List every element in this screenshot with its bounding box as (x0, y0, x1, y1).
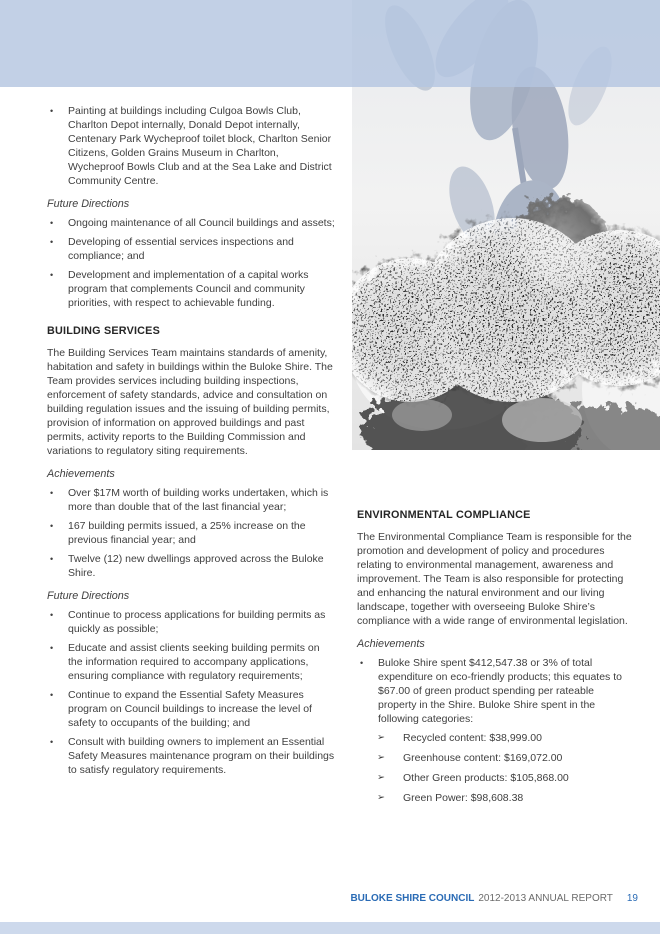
bullet-text: Twelve (12) new dwellings approved across the Buloke Shire. (68, 553, 324, 579)
list-item (47, 519, 335, 547)
list-item (47, 216, 335, 230)
category-text: Greenhouse content: $169,072.00 (403, 752, 563, 764)
header-band (0, 0, 660, 87)
arrow-bullet-marker: ➢ (377, 732, 385, 743)
bullet-marker: • (360, 658, 364, 668)
arrow-bullet-marker: ➢ (377, 772, 385, 783)
environmental-compliance-paragraph: The Environmental Compliance Team is responsible for the promotion and development of policy and procedures relating to environmental management, awareness and improvement. The Team is also responsible for protecting and enhancing the natural environment and our living landscape, together with overseeing Buloke Shire’s compliance with a wide range of environmental legislation. (357, 531, 632, 627)
bullet-text: 167 building permits issued, a 25% increase on the previous financial year; and (68, 520, 306, 546)
page-footer (350, 893, 638, 905)
category-text: Recycled content: $38,999.00 (403, 732, 542, 744)
list-item (47, 735, 335, 777)
green-spending-categories (375, 731, 635, 805)
bullet-marker: • (50, 737, 54, 747)
future-directions-heading: Future Directions (47, 590, 130, 602)
bullet-marker: • (50, 521, 54, 531)
environmental-compliance-heading: ENVIRONMENTAL COMPLIANCE (357, 509, 531, 521)
bullet-text: Painting at buildings including Culgoa Bowls Club, Charlton Depot internally, Donald Depot internally, Centenary Park Wycheproof toilet block, Charlton Senior Citizens, Golden Grains Museum in Charlton, Wycheproof Bowls Club and at the Sea Lake and District Community Centre. (68, 105, 332, 187)
bullet-text: Educate and assist clients seeking building permits on the information required to accompany applications, ensuring compliance with regulatory requirements; (68, 642, 320, 682)
list-item (47, 688, 335, 730)
list-item (357, 656, 635, 726)
list-item (47, 268, 335, 310)
footer-band (0, 922, 660, 934)
list-item (47, 104, 335, 188)
list-item (375, 731, 635, 745)
bullet-marker: • (50, 488, 54, 498)
list-item (47, 641, 335, 683)
list-item (47, 552, 335, 580)
bullet-marker: • (50, 554, 54, 564)
achievements-heading: Achievements (47, 468, 115, 480)
building-services-paragraph: The Building Services Team maintains standards of amenity, habitation and safety in buildings within the Buloke Shire. The Team provides services including building inspections, enforcement of safety standards, advice and consultation on building regulation issues and the issuing of building permits, provision of information on approved buildings and past permits, activity reports to the Building Commission and variations to regulatory siting requirements. (47, 347, 333, 457)
bullet-text: Consult with building owners to implement an Essential Safety Measures maintenance program on their buildings to satisfy regulatory requirements. (68, 736, 335, 776)
list-item (375, 791, 635, 805)
list-item (47, 608, 335, 636)
footer-council-name: BULOKE SHIRE COUNCIL (350, 893, 475, 904)
bullet-marker: • (50, 610, 54, 620)
left-column (47, 104, 335, 782)
arrow-bullet-marker: ➢ (377, 792, 385, 803)
page-number: 19 (626, 893, 638, 904)
bullet-marker: • (50, 643, 54, 653)
achievements-heading: Achievements (357, 638, 425, 650)
bullet-text: Ongoing maintenance of all Council buildings and assets; (68, 217, 335, 229)
category-text: Other Green products: $105,868.00 (403, 772, 569, 784)
bullet-marker: • (50, 218, 54, 228)
bullet-text: Development and implementation of a capital works program that complements Council and community priorities, with respect to achievable funding. (68, 269, 309, 309)
list-item (47, 486, 335, 514)
building-services-heading: BUILDING SERVICES (47, 325, 160, 337)
bullet-marker: • (50, 237, 54, 247)
bullet-marker: • (50, 270, 54, 280)
right-column (357, 508, 635, 811)
arrow-bullet-marker: ➢ (377, 752, 385, 763)
list-item (47, 235, 335, 263)
bullet-text: Continue to expand the Essential Safety Measures program on Council buildings to increase the level of safety to occupants of the building; and (68, 689, 312, 729)
bullet-marker: • (50, 690, 54, 700)
list-item (375, 751, 635, 765)
category-text: Green Power: $98,608.38 (403, 792, 524, 804)
list-item (375, 771, 635, 785)
footer-report-title: 2012-2013 ANNUAL REPORT (478, 893, 613, 904)
bullet-text: Buloke Shire spent $412,547.38 or 3% of total expenditure on eco-friendly products; this equates to $67.00 of green product spending per rateable property in the Shire. Buloke Shire spent in the following categories: (378, 657, 622, 725)
future-directions-heading: Future Directions (47, 198, 130, 210)
bullet-text: Over $17M worth of building works undertaken, which is more than double that of the last financial year; (68, 487, 329, 513)
bullet-text: Continue to process applications for building permits as quickly as possible; (68, 609, 326, 635)
bullet-marker: • (50, 106, 54, 116)
bullet-text: Developing of essential services inspections and compliance; and (68, 236, 294, 262)
